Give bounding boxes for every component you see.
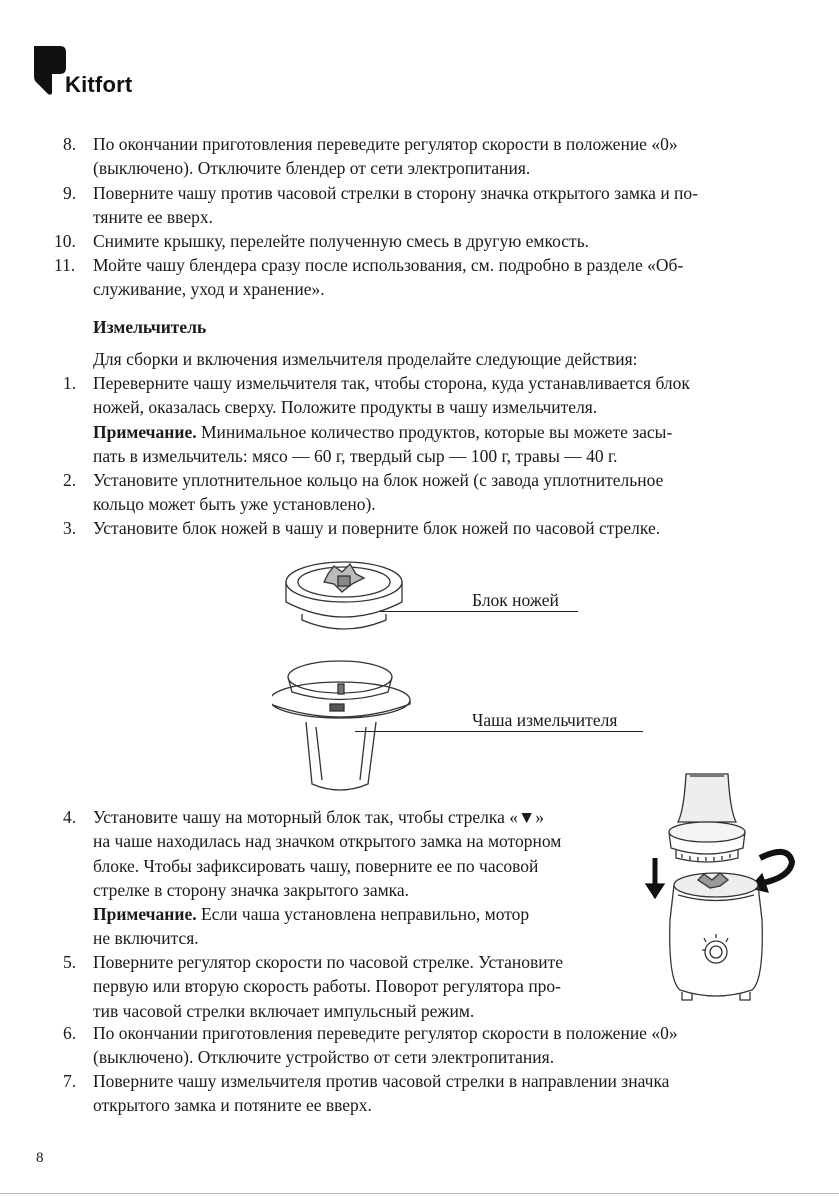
brand-logo — [30, 42, 150, 102]
note: Примечание. Минимальное количество продуктов, которые вы можете засы- — [93, 422, 673, 442]
blade-block-drawing — [286, 562, 402, 629]
kitfort-logo-icon — [30, 42, 70, 98]
brand-name: Kitfort — [65, 72, 133, 97]
section-heading: Измельчитель — [93, 317, 207, 337]
page-number: 8 — [36, 1150, 44, 1166]
chopper-assembly-illustration — [272, 552, 422, 802]
label-chopper-bowl: Чаша измельчителя — [472, 710, 618, 730]
footer-rule — [0, 1193, 839, 1194]
label-blade-block: Блок ножей — [472, 590, 559, 610]
note-continued: не включится. — [93, 928, 199, 948]
callout-line — [380, 611, 578, 612]
callout-line — [355, 731, 643, 732]
blender-motor-illustration — [640, 770, 820, 1005]
note-continued: пать в измельчитель: мясо — 60 г, твердый сыр — 100 г, травы — 40 г. — [93, 446, 618, 466]
chopper-bowl-drawing — [272, 661, 410, 790]
section-intro: Для сборки и включения измельчителя проделайте следующие действия: — [93, 349, 638, 369]
note: Примечание. Если чаша установлена неправильно, мотор — [93, 904, 530, 924]
